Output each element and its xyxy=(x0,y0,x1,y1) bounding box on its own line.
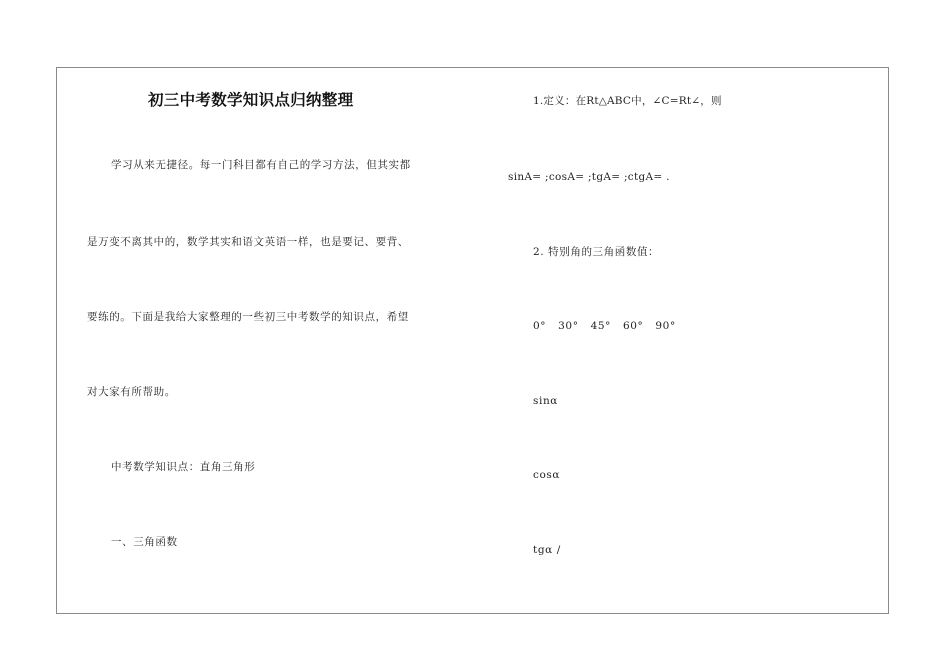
section-heading: 中考数学知识点：直角三角形 xyxy=(111,461,256,473)
definition-line: 1.定义：在Rt△ABC中，∠C=Rt∠，则 xyxy=(533,95,722,107)
sin-row-label: sinα xyxy=(533,395,558,407)
trig-formulas: sinA= ;cosA= ;tgA= ;ctgA= . xyxy=(508,171,670,183)
intro-line-4: 对大家有所帮助。 xyxy=(87,386,176,398)
cos-row-label: cosα xyxy=(533,469,561,481)
angle-header-row xyxy=(533,319,688,333)
angle-45: 45° xyxy=(590,320,611,332)
intro-line-3: 要练的。下面是我给大家整理的一些初三中考数学的知识点，希望 xyxy=(87,311,409,323)
document-title: 初三中考数学知识点归纳整理 xyxy=(148,91,354,109)
angle-60: 60° xyxy=(622,320,644,332)
angle-0: 0° xyxy=(533,320,547,332)
angle-90: 90° xyxy=(655,320,676,332)
angle-30: 30° xyxy=(558,320,579,332)
subsection-heading: 一、三角函数 xyxy=(111,536,178,548)
tg-row-label: tgα / xyxy=(533,544,561,556)
intro-line-1: 学习从来无捷径。每一门科目都有自己的学习方法，但其实都 xyxy=(111,159,411,171)
intro-line-2: 是万变不离其中的，数学其实和语文英语一样，也是要记、要背、 xyxy=(87,236,409,248)
document-page-frame xyxy=(56,67,889,614)
special-angles-heading: 2. 特别角的三角函数值： xyxy=(533,246,660,258)
